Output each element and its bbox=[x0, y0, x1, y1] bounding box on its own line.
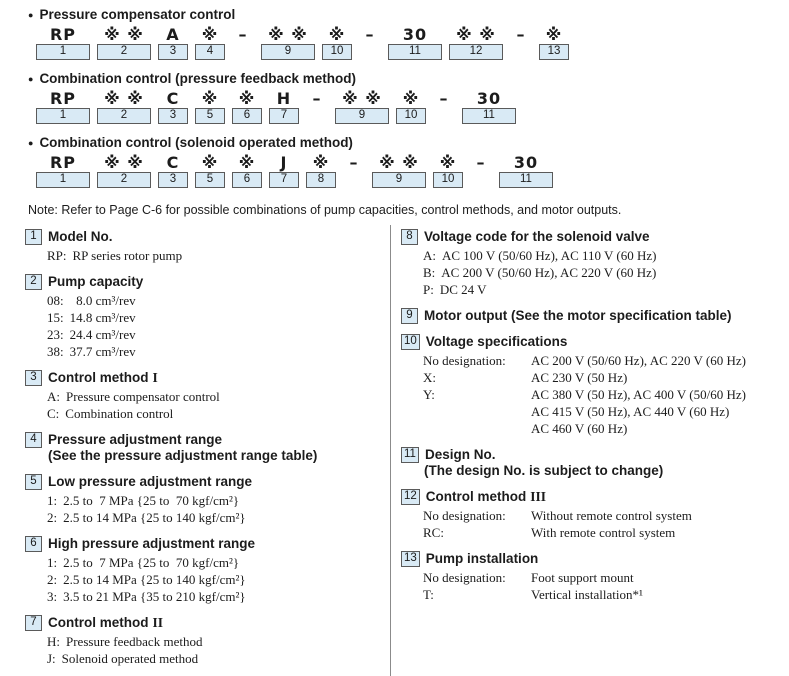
code-segment bbox=[388, 25, 442, 60]
code-segment bbox=[232, 25, 254, 60]
entry-value-line: AC 100 V (50/60 Hz), AC 110 V (60 Hz) bbox=[442, 248, 657, 263]
entry-row bbox=[423, 386, 789, 437]
code-segment bbox=[510, 25, 532, 60]
code-symbol: ※ bbox=[545, 25, 563, 44]
entry-row bbox=[47, 509, 390, 526]
item-title: Model No. bbox=[48, 229, 113, 244]
entry-value bbox=[531, 569, 634, 586]
entry-key: 15: bbox=[47, 310, 64, 325]
entry-row bbox=[47, 650, 390, 667]
code-position-box: 12 bbox=[449, 44, 503, 60]
entry-key: 08: bbox=[47, 293, 64, 308]
code-symbol: – bbox=[476, 153, 486, 172]
entry-value-line: 2.5 to 7 MPa {25 to 70 kgf/cm²} bbox=[63, 555, 240, 570]
definition-item bbox=[25, 228, 390, 264]
code-position-box: 11 bbox=[462, 108, 516, 124]
code-symbol: ※ bbox=[201, 89, 219, 108]
section-title: Pressure compensator control bbox=[39, 7, 236, 22]
code-segment bbox=[306, 153, 336, 188]
code-symbol: ※ bbox=[402, 89, 420, 108]
code-position-box: 11 bbox=[499, 172, 553, 188]
code-position-box: 7 bbox=[269, 172, 299, 188]
entry-key: RP: bbox=[47, 248, 67, 263]
entry-value-line: Pressure compensator control bbox=[66, 389, 220, 404]
entry-row bbox=[423, 247, 789, 264]
entry-key: A: bbox=[423, 248, 436, 263]
entry-value bbox=[531, 507, 692, 524]
entry-key: 2: bbox=[47, 572, 58, 587]
item-title: Pump capacity bbox=[48, 274, 144, 289]
entry-value bbox=[73, 247, 183, 264]
code-position-box: 4 bbox=[195, 44, 225, 60]
code-segment bbox=[306, 89, 328, 124]
entry-row bbox=[423, 264, 789, 281]
section-title: Combination control (pressure feedback method) bbox=[39, 71, 356, 86]
code-symbol: C bbox=[166, 153, 180, 172]
item-heading bbox=[25, 228, 390, 245]
definition-item bbox=[25, 431, 390, 464]
entry-value-line: Pressure feedback method bbox=[66, 634, 203, 649]
code-segment bbox=[539, 25, 569, 60]
entry-value-line: 37.7 cm³/rev bbox=[69, 344, 136, 359]
code-symbol: ※ bbox=[312, 153, 330, 172]
bullet-icon: ● bbox=[28, 138, 34, 148]
item-heading bbox=[401, 550, 789, 567]
code-symbol: ※ ※ bbox=[456, 25, 496, 44]
entry-key: B: bbox=[423, 265, 436, 280]
entry-value-line: 8.0 cm³/rev bbox=[69, 293, 136, 308]
code-segment bbox=[335, 89, 389, 124]
entry-value-line: Vertical installation*¹ bbox=[531, 587, 643, 602]
entry-row bbox=[47, 247, 390, 264]
entry-value-line: Combination control bbox=[65, 406, 174, 421]
entry-row bbox=[423, 507, 789, 524]
entry-row bbox=[47, 343, 390, 360]
entry-value bbox=[63, 554, 239, 571]
entry-value bbox=[63, 509, 245, 526]
section-heading bbox=[28, 7, 789, 23]
item-title-line2: (The design No. is subject to change) bbox=[424, 463, 664, 478]
code-segment bbox=[499, 153, 553, 188]
entry-value-line: AC 415 V (50 Hz), AC 440 V (60 Hz) bbox=[531, 404, 730, 419]
model-code-sections bbox=[0, 7, 789, 199]
item-number-box: 12 bbox=[401, 489, 420, 505]
entry-key: P: bbox=[423, 282, 434, 297]
model-code-row bbox=[36, 153, 789, 188]
entry-value bbox=[65, 405, 173, 422]
code-section bbox=[28, 7, 789, 60]
entry-value bbox=[70, 326, 136, 343]
code-position-box: 5 bbox=[195, 172, 225, 188]
code-segment bbox=[322, 25, 352, 60]
entry-row bbox=[47, 492, 390, 509]
item-number-box: 2 bbox=[25, 274, 42, 290]
entry-value bbox=[531, 352, 746, 369]
entry-row bbox=[47, 588, 390, 605]
entry-key: X: bbox=[423, 370, 436, 385]
item-number-box: 9 bbox=[401, 308, 418, 324]
definition-item bbox=[25, 535, 390, 605]
code-segment bbox=[158, 153, 188, 188]
item-number-box: 13 bbox=[401, 551, 420, 567]
code-section bbox=[28, 71, 789, 124]
code-symbol: RP bbox=[49, 89, 77, 108]
entry-value bbox=[66, 633, 202, 650]
item-entries bbox=[423, 247, 789, 298]
model-code-row bbox=[36, 25, 789, 60]
code-position-box: 6 bbox=[232, 172, 262, 188]
item-heading bbox=[25, 369, 390, 386]
entry-row bbox=[47, 326, 390, 343]
entry-key: 1: bbox=[47, 555, 58, 570]
entry-value bbox=[63, 492, 239, 509]
entry-row bbox=[47, 571, 390, 588]
code-position-box: 10 bbox=[396, 108, 426, 124]
entry-value-line: AC 380 V (50 Hz), AC 400 V (50/60 Hz) bbox=[531, 387, 746, 402]
item-title: Control method I bbox=[48, 370, 158, 385]
code-segment bbox=[97, 153, 151, 188]
code-segment bbox=[232, 89, 262, 124]
definition-item bbox=[401, 307, 789, 324]
item-entries bbox=[47, 292, 390, 360]
entry-value-line: AC 230 V (50 Hz) bbox=[531, 370, 628, 385]
code-position-box: 1 bbox=[36, 108, 90, 124]
entry-value bbox=[70, 292, 136, 309]
item-heading bbox=[401, 446, 789, 463]
code-segment bbox=[433, 89, 455, 124]
entry-value bbox=[441, 264, 656, 281]
item-number-box: 3 bbox=[25, 370, 42, 386]
definition-item bbox=[401, 550, 789, 603]
bullet-icon: ● bbox=[28, 10, 34, 20]
item-title: Voltage specifications bbox=[425, 334, 568, 349]
code-position-box: 2 bbox=[97, 108, 151, 124]
code-segment bbox=[232, 153, 262, 188]
code-symbol: – bbox=[238, 25, 248, 44]
code-segment bbox=[261, 25, 315, 60]
entry-key: No designation: bbox=[423, 353, 506, 368]
code-position-box: 9 bbox=[372, 172, 426, 188]
item-title-suffix: I bbox=[152, 370, 158, 385]
definition-item bbox=[401, 333, 789, 437]
entry-value-line: 3.5 to 21 MPa {35 to 210 kgf/cm²} bbox=[63, 589, 246, 604]
entry-value-line: DC 24 V bbox=[439, 282, 487, 297]
definition-item bbox=[25, 369, 390, 422]
item-title: Low pressure adjustment range bbox=[48, 474, 253, 489]
code-symbol: RP bbox=[49, 25, 77, 44]
entry-row bbox=[423, 569, 789, 586]
item-entries bbox=[47, 388, 390, 422]
code-position-box: 9 bbox=[335, 108, 389, 124]
definition-columns bbox=[0, 225, 789, 676]
right-column bbox=[391, 225, 789, 676]
entry-key: RC: bbox=[423, 525, 444, 540]
entry-key: 1: bbox=[47, 493, 58, 508]
code-symbol: ※ ※ bbox=[104, 153, 144, 172]
item-heading bbox=[401, 333, 789, 350]
code-symbol: ※ bbox=[328, 25, 346, 44]
code-segment bbox=[462, 89, 516, 124]
code-symbol: ※ bbox=[201, 25, 219, 44]
entry-row bbox=[47, 292, 390, 309]
entry-value-line: RP series rotor pump bbox=[72, 248, 183, 263]
item-number-box: 7 bbox=[25, 615, 42, 631]
entry-value bbox=[442, 247, 657, 264]
entry-value-line: With remote control system bbox=[531, 525, 676, 540]
item-heading bbox=[25, 431, 390, 448]
code-position-box: 7 bbox=[269, 108, 299, 124]
code-symbol: ※ bbox=[238, 153, 256, 172]
entry-key: H: bbox=[47, 634, 60, 649]
code-position-box: 1 bbox=[36, 172, 90, 188]
item-number-box: 8 bbox=[401, 229, 418, 245]
code-segment bbox=[158, 89, 188, 124]
item-title: Voltage code for the solenoid valve bbox=[424, 229, 650, 244]
entry-key: J: bbox=[47, 651, 56, 666]
code-segment bbox=[97, 89, 151, 124]
entry-row bbox=[47, 388, 390, 405]
code-section bbox=[28, 135, 789, 188]
item-heading bbox=[25, 614, 390, 631]
entry-key: 2: bbox=[47, 510, 58, 525]
entry-value-line: Solenoid operated method bbox=[61, 651, 199, 666]
entry-value bbox=[63, 571, 245, 588]
code-symbol: ※ ※ bbox=[268, 25, 308, 44]
entry-key: 3: bbox=[47, 589, 58, 604]
code-symbol: A bbox=[166, 25, 180, 44]
code-symbol: 30 bbox=[513, 153, 539, 172]
item-title: Control method III bbox=[425, 489, 547, 504]
entry-value bbox=[440, 281, 487, 298]
code-segment bbox=[343, 153, 365, 188]
entry-row bbox=[47, 633, 390, 650]
entry-key: T: bbox=[423, 587, 434, 602]
item-heading bbox=[25, 535, 390, 552]
code-position-box: 3 bbox=[158, 44, 188, 60]
item-entries bbox=[423, 569, 789, 603]
item-entries bbox=[47, 554, 390, 605]
code-segment bbox=[359, 25, 381, 60]
entry-value bbox=[66, 388, 220, 405]
entry-value bbox=[70, 343, 136, 360]
entry-value-line: AC 460 V (60 Hz) bbox=[531, 421, 628, 436]
definition-item bbox=[401, 446, 789, 479]
code-position-box: 3 bbox=[158, 172, 188, 188]
code-segment bbox=[97, 25, 151, 60]
code-symbol: RP bbox=[49, 153, 77, 172]
entry-key: A: bbox=[47, 389, 60, 404]
item-heading bbox=[401, 228, 789, 245]
code-position-box: 10 bbox=[322, 44, 352, 60]
code-segment bbox=[269, 153, 299, 188]
code-position-box: 11 bbox=[388, 44, 442, 60]
definition-item bbox=[401, 228, 789, 298]
section-heading bbox=[28, 71, 789, 87]
note-text: Note: Refer to Page C-6 for possible combinations of pump capacities, control methods, and motor outputs. bbox=[28, 203, 622, 217]
item-heading bbox=[401, 307, 789, 324]
entry-row bbox=[423, 524, 789, 541]
code-position-box: 3 bbox=[158, 108, 188, 124]
entry-row bbox=[423, 352, 789, 369]
code-segment bbox=[36, 25, 90, 60]
entry-row bbox=[47, 405, 390, 422]
entry-value bbox=[531, 586, 643, 603]
code-symbol: ※ bbox=[201, 153, 219, 172]
code-symbol: 30 bbox=[402, 25, 428, 44]
code-symbol: – bbox=[439, 89, 449, 108]
code-symbol: – bbox=[516, 25, 526, 44]
entry-key: No designation: bbox=[423, 570, 506, 585]
item-number-box: 5 bbox=[25, 474, 42, 490]
code-position-box: 8 bbox=[306, 172, 336, 188]
code-symbol: ※ bbox=[439, 153, 457, 172]
code-segment bbox=[195, 153, 225, 188]
entry-key: Y: bbox=[423, 387, 435, 402]
item-number-box: 6 bbox=[25, 536, 42, 552]
bullet-icon: ● bbox=[28, 74, 34, 84]
entry-value bbox=[63, 588, 245, 605]
entry-value bbox=[531, 524, 675, 541]
code-symbol: H bbox=[276, 89, 292, 108]
entry-row bbox=[47, 554, 390, 571]
code-segment bbox=[372, 153, 426, 188]
code-position-box: 1 bbox=[36, 44, 90, 60]
code-symbol: ※ ※ bbox=[104, 25, 144, 44]
code-position-box: 5 bbox=[195, 108, 225, 124]
entry-value bbox=[62, 650, 198, 667]
entry-value-line: 2.5 to 14 MPa {25 to 140 kgf/cm²} bbox=[63, 510, 246, 525]
left-column bbox=[25, 225, 390, 676]
item-heading bbox=[25, 273, 390, 290]
code-position-box: 13 bbox=[539, 44, 569, 60]
entry-key: No designation: bbox=[423, 508, 506, 523]
definition-item bbox=[25, 273, 390, 360]
code-symbol: 30 bbox=[476, 89, 502, 108]
code-segment bbox=[433, 153, 463, 188]
entry-value bbox=[531, 386, 746, 437]
code-segment bbox=[195, 89, 225, 124]
item-title: Motor output (See the motor specification table) bbox=[424, 308, 732, 323]
entry-value bbox=[70, 309, 136, 326]
item-title-suffix: II bbox=[152, 615, 164, 630]
entry-value-line: 2.5 to 14 MPa {25 to 140 kgf/cm²} bbox=[63, 572, 246, 587]
item-heading bbox=[401, 488, 789, 505]
code-segment bbox=[396, 89, 426, 124]
item-title: Design No. bbox=[424, 447, 496, 462]
definition-item bbox=[25, 614, 390, 667]
code-symbol: C bbox=[166, 89, 180, 108]
code-segment bbox=[195, 25, 225, 60]
item-title-suffix: III bbox=[530, 489, 547, 504]
entry-key: 38: bbox=[47, 344, 64, 359]
model-code-row bbox=[36, 89, 789, 124]
code-segment bbox=[36, 89, 90, 124]
definition-item bbox=[25, 473, 390, 526]
entry-value bbox=[531, 369, 627, 386]
code-symbol: ※ ※ bbox=[379, 153, 419, 172]
entry-value-line: 24.4 cm³/rev bbox=[69, 327, 136, 342]
code-position-box: 2 bbox=[97, 44, 151, 60]
item-entries bbox=[47, 492, 390, 526]
code-segment bbox=[449, 25, 503, 60]
entry-value-line: Without remote control system bbox=[531, 508, 692, 523]
item-title: Pump installation bbox=[425, 551, 539, 566]
code-segment bbox=[36, 153, 90, 188]
entry-key: 23: bbox=[47, 327, 64, 342]
item-entries bbox=[423, 507, 789, 541]
entry-value-line: AC 200 V (50/60 Hz), AC 220 V (60 Hz) bbox=[441, 265, 657, 280]
entry-row bbox=[423, 281, 789, 298]
item-heading bbox=[25, 473, 390, 490]
code-segment bbox=[269, 89, 299, 124]
entry-row bbox=[47, 309, 390, 326]
entry-row bbox=[423, 369, 789, 386]
code-position-box: 2 bbox=[97, 172, 151, 188]
code-segment bbox=[158, 25, 188, 60]
code-symbol: – bbox=[365, 25, 375, 44]
entry-value-line: AC 200 V (50/60 Hz), AC 220 V (60 Hz) bbox=[531, 353, 746, 368]
item-entries bbox=[47, 247, 390, 264]
item-number-box: 10 bbox=[401, 334, 420, 350]
entry-value-line: 2.5 to 7 MPa {25 to 70 kgf/cm²} bbox=[63, 493, 240, 508]
code-symbol: ※ ※ bbox=[342, 89, 382, 108]
code-symbol: ※ ※ bbox=[104, 89, 144, 108]
section-title: Combination control (solenoid operated method) bbox=[39, 135, 353, 150]
code-position-box: 6 bbox=[232, 108, 262, 124]
code-segment bbox=[470, 153, 492, 188]
item-entries bbox=[47, 633, 390, 667]
section-heading bbox=[28, 135, 789, 151]
code-position-box: 10 bbox=[433, 172, 463, 188]
entry-row bbox=[423, 586, 789, 603]
code-symbol: – bbox=[312, 89, 322, 108]
code-symbol: J bbox=[280, 153, 288, 172]
item-title: High pressure adjustment range bbox=[48, 536, 256, 551]
entry-value-line: 14.8 cm³/rev bbox=[69, 310, 136, 325]
code-position-box: 9 bbox=[261, 44, 315, 60]
item-title: Pressure adjustment range bbox=[48, 432, 223, 447]
entry-value-line: Foot support mount bbox=[531, 570, 634, 585]
entry-key: C: bbox=[47, 406, 60, 421]
code-symbol: ※ bbox=[238, 89, 256, 108]
item-title-line2: (See the pressure adjustment range table) bbox=[48, 448, 318, 463]
item-number-box: 4 bbox=[25, 432, 42, 448]
item-title: Control method II bbox=[48, 615, 164, 630]
code-symbol: – bbox=[349, 153, 359, 172]
item-entries bbox=[423, 352, 789, 437]
item-number-box: 11 bbox=[401, 447, 419, 463]
item-number-box: 1 bbox=[25, 229, 42, 245]
definition-item bbox=[401, 488, 789, 541]
